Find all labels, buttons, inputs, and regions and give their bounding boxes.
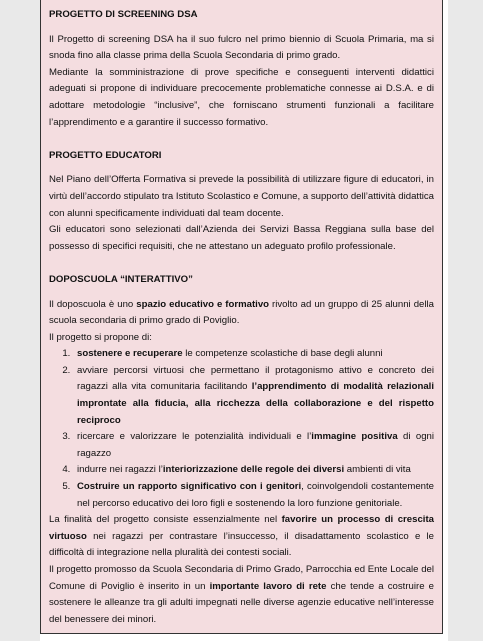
goal-2-emphasis: l’apprendimento di modalità relazionali improntate alla fiducia, alla ricchezza della collaborazione e del rispetto reciproco [77, 381, 434, 426]
screening-paragraph-2: Mediante la somministrazione di prove specifiche e conseguenti interventi didattici adeguati si propone di individuare precocemente problematiche connesse ai D.S.A. e di adottare metodologie “inclusive”, che forniscano strumenti funzionali a facilitare l’apprendimento e a garantire il successo formativo. [49, 66, 434, 128]
screening-paragraph-1: Il Progetto di screening DSA ha il suo fulcro nel primo biennio di Scuola Primaria, ma si snoda fino alla classe prima della Scuola Secondaria di primo grado. [49, 33, 434, 62]
finality-text: La finalità del progetto consiste essenzialmente nel [49, 514, 282, 526]
goal-item-4 [73, 462, 434, 479]
goal-4-text: indurre nei ragazzi l’ [77, 464, 163, 476]
promotion-text: Il progetto promosso da Scuola Secondaria di Primo Grado, Parrocchia ed Ente Locale del Comune di Poviglio è inserito in un [49, 564, 434, 592]
goal-5-text: , coinvolgendoli costantemente nel percorso educativo dei loro figli e sostenendo la loro funzione genitoriale. [77, 481, 435, 509]
promotion-text-end: che tende a costruire e sostenere le alleanze tra gli adulti impegnati nelle diverse agenzie educative nell’interesse del benessere dei minori. [49, 580, 435, 625]
finality-text-end: nei ragazzi per contrastare l’insuccesso, il disadattamento scolastico e le difficoltà di integrazione nella pluralità dei contesti sociali. [49, 530, 434, 559]
section-title-educatori: PROGETTO EDUCATORI [49, 149, 162, 161]
goal-5-emphasis: Costruire un rapporto significativo con i genitori [77, 481, 302, 493]
goal-item-5 [73, 479, 434, 512]
doposcuola-intro-text-end: rivolto ad un gruppo di 25 alunni della scuola secondaria di primo grado di Poviglio. [49, 298, 434, 327]
doposcuola-intro-text: Il doposcuola è uno [49, 298, 137, 310]
goals-list [49, 346, 434, 512]
goal-3-emphasis: immagine positiva [311, 431, 398, 443]
goal-item-3 [73, 429, 434, 462]
doposcuola-intro-emphasis: spazio educativo e formativo [136, 298, 270, 310]
finality-emphasis: favorire un processo di crescita virtuoso [49, 514, 434, 542]
educatori-paragraph-1: Nel Piano dell’Offerta Formativa si prevede la possibilità di utilizzare figure di educatori, in virtù dell’accordo stipulato tra Istituto Scolastico e Comune, a supporto dell’attività didattica con alunni specificamente individuati dal team docente. [49, 174, 435, 219]
goal-1-text: le competenze scolastiche di base degli alunni [182, 348, 383, 360]
goal-3-text: ricercare e valorizzare le potenzialità individuali e l’ [77, 431, 312, 443]
promotion-emphasis: importante lavoro di rete [209, 580, 327, 592]
goal-3-text-end: di ogni ragazzo [77, 431, 435, 459]
goals-lead: Il progetto si propone di: [49, 331, 152, 343]
goal-2-text: avviare percorsi virtuosi che permettano il protagonismo attivo e concreto dei ragazzi alla vita comunitaria facilitando [77, 364, 434, 393]
section-title-screening: PROGETTO DI SCREENING DSA [49, 9, 198, 20]
doposcuola-promotion [49, 562, 434, 628]
goal-4-emphasis: interiorizzazione delle regole dei diversi [162, 464, 345, 476]
section-title-doposcuola: DOPOSCUOLA “INTERATTIVO” [49, 273, 193, 285]
educatori-paragraph-2: Gli educatori sono selezionati dall’Azienda dei Servizi Bassa Reggiana sulla base del possesso di specifici requisiti, che ne attestano un adeguato profilo professionale. [49, 224, 434, 252]
doposcuola-intro [49, 297, 434, 330]
goal-1-emphasis: sostenere e recuperare [77, 348, 183, 360]
goal-4-text-end: ambienti di vita [344, 464, 411, 476]
goal-item-1 [73, 346, 434, 363]
doposcuola-finality [49, 512, 434, 562]
goal-item-2 [73, 363, 434, 429]
document-panel [40, 0, 443, 634]
